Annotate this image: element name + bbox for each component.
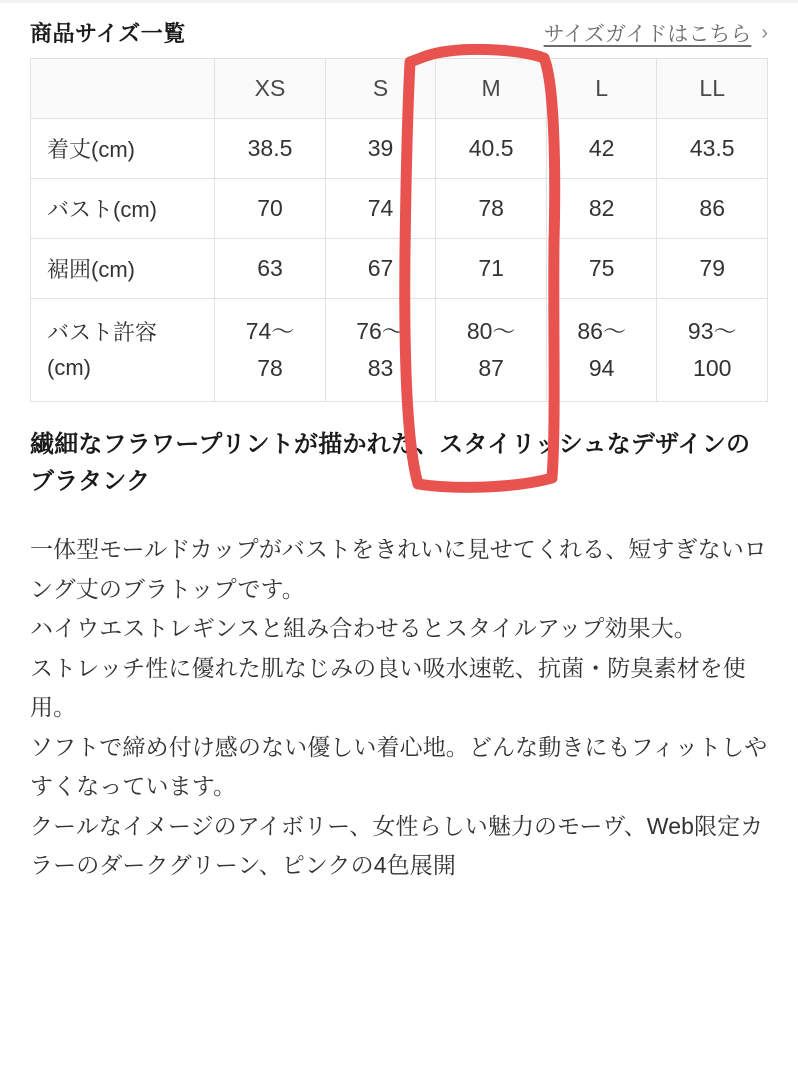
size-table-body [31,119,768,402]
table-row [31,299,768,402]
cell-bust-range-s-line1: 76〜 [356,318,405,344]
cell-length-m: 40.5 [436,119,547,179]
cell-bust-range-s-line2: 83 [367,354,394,381]
cell-hem-xs: 63 [215,239,326,299]
size-section-header [0,3,798,58]
cell-bust-range-m [436,299,547,402]
row-label-bust-range-line1: バスト許容 [47,319,158,345]
cell-bust-range-l-line1: 86〜 [577,318,626,344]
cell-bust-range-ll [657,299,768,402]
description-block [0,402,798,886]
table-row [31,239,768,299]
cell-bust-range-s [325,299,436,402]
cell-bust-s: 74 [325,179,436,239]
cell-bust-range-ll-line2: 100 [693,354,732,381]
table-row [31,119,768,179]
cell-bust-range-xs [215,299,326,402]
description-paragraph: ストレッチ性に優れた肌なじみの良い吸水速乾、抗菌・防臭素材を使用。 [30,654,746,721]
col-header-l: L [546,59,657,119]
size-guide-link[interactable]: サイズガイドはこちら [543,23,752,46]
cell-bust-range-xs-line2: 78 [257,354,283,381]
chevron-right-icon: › [761,22,768,44]
col-header-s: S [325,59,436,119]
cell-hem-ll: 79 [657,239,768,299]
cell-bust-range-m-line2: 87 [478,354,504,381]
cell-hem-m: 71 [436,239,547,299]
cell-bust-range-m-line1: 80〜 [466,318,516,344]
row-label-hem: 裾囲(cm) [31,239,215,299]
size-table-wrap [0,58,798,402]
col-header-xs: XS [215,59,326,119]
cell-bust-range-l-line2: 94 [588,354,615,381]
size-table [30,58,768,402]
size-table-head [31,59,768,119]
description-body [30,530,768,886]
row-label-length: 着丈(cm) [31,119,215,179]
page-title: 商品サイズ一覧 [30,21,186,46]
cell-bust-range-xs-line1: 74〜 [245,318,295,344]
cell-length-ll: 43.5 [657,119,768,179]
cell-bust-range-l [546,299,657,402]
table-corner-cell [31,59,215,119]
cell-bust-range-ll-line1: 93〜 [687,318,737,344]
cell-length-s: 39 [325,119,436,179]
row-label-bust-range-line2: (cm) [47,354,91,380]
col-header-m: M [436,59,547,119]
cell-hem-l: 75 [546,239,657,299]
cell-length-xs: 38.5 [215,119,326,179]
description-paragraph: ソフトで締め付け感のない優しい着心地。どんな動きにもフィットしやすくなっています。 [30,733,768,800]
cell-bust-m: 78 [436,179,547,239]
cell-bust-ll: 86 [657,179,768,239]
cell-bust-xs: 70 [215,179,326,239]
description-lead: 繊細なフラワープリントが描かれた、スタイリッシュなデザインのブラタンク [30,430,751,495]
table-row [31,179,768,239]
col-header-ll: LL [657,59,768,119]
row-label-bust: バスト(cm) [31,179,215,239]
table-header-row [31,59,768,119]
cell-bust-l: 82 [546,179,657,239]
row-label-bust-range [31,299,215,402]
size-guide-link-group[interactable] [544,18,768,48]
cell-length-l: 42 [546,119,657,179]
cell-hem-s: 67 [325,239,436,299]
description-paragraph: 一体型モールドカップがバストをきれいに見せてくれる、短すぎないロング丈のブラトップです。 [30,535,767,602]
description-paragraph: ハイウエストレギンスと組み合わせるとスタイルアップ効果大。 [30,615,697,642]
description-paragraph: クールなイメージのアイボリー、女性らしい魅力のモーヴ、Web限定カラーのダークグリーン、ピンクの4色展開 [30,812,764,879]
